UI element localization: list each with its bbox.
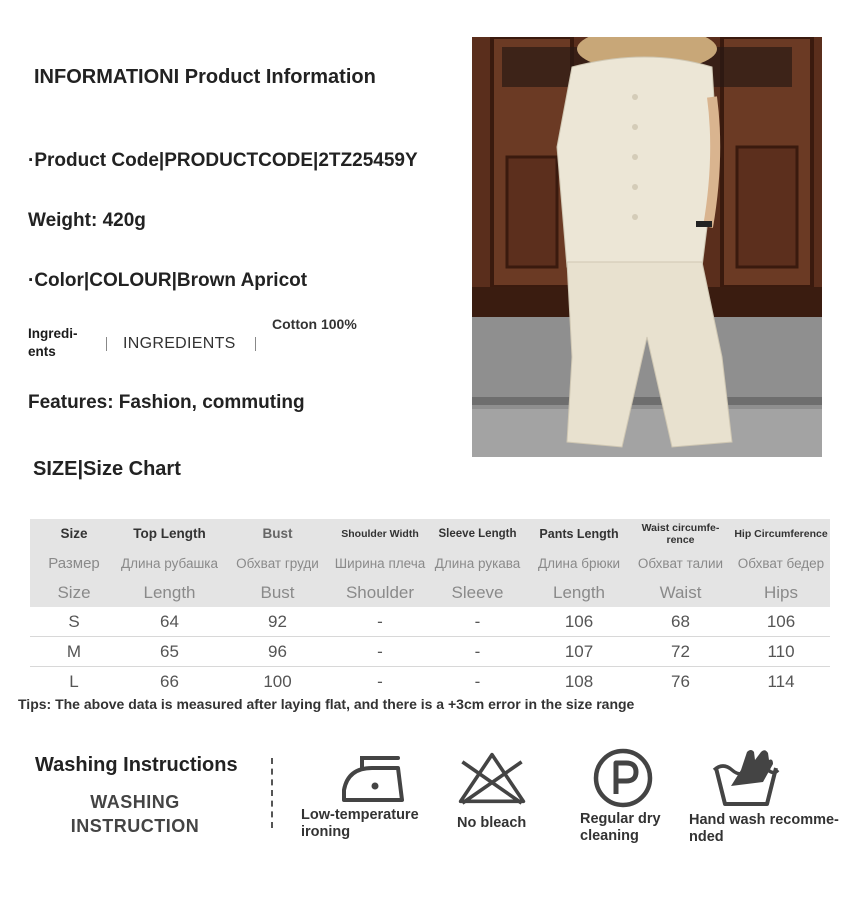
care-label-dry-clean: Regular dry cleaning [580,811,661,844]
table-row [30,667,830,697]
table-cell: - [426,607,529,637]
size-tips: Tips: The above data is measured after laying flat, and there is a +3cm error in the size range [18,696,635,712]
header-cell: Ширина плеча [334,548,426,578]
table-cell: 100 [263,671,292,691]
table-cell: 96 [221,637,334,667]
header-cell: Hips [732,578,830,607]
header-cell: Длина брюки [529,548,629,578]
table-cell: 68 [629,607,732,637]
care-label-no-bleach: No bleach [457,815,527,831]
care-label-hand-wash: Hand wash recomme- nded [689,812,839,845]
divider [271,758,273,828]
ingredients-label: Ingredi- ents [28,326,78,359]
table-header-row-english [30,519,830,548]
table-cell: - [377,671,383,691]
header-cell: Shoulder [334,578,426,607]
table-cell: - [334,637,426,667]
header-cell: Bust [221,519,334,548]
product-color: ·Color|COLOUR|Brown Apricot [28,270,308,291]
table-header-row-words [30,578,830,607]
header-cell: Обхват талии [629,548,732,578]
table-cell: 64 [118,607,221,637]
product-info-title: INFORMATIONI Product Information [34,66,376,88]
table-row [30,607,830,637]
washing-subtitle: WASHING INSTRUCTION [70,792,200,836]
table-cell: 72 [629,637,732,667]
size-chart-table [30,519,830,696]
washing-title: Washing Instructions [35,754,238,776]
table-cell: 76 [671,671,690,691]
header-cell: Length [118,578,221,607]
hand-wash-icon [711,746,781,810]
separator [255,337,256,351]
ingredients-english: INGREDIENTS [123,335,236,352]
table-cell: M [30,637,118,667]
table-cell: L [69,671,79,691]
table-row [30,637,830,667]
header-cell: Shoulder Width [334,519,426,548]
header-cell: Размер [30,548,118,578]
product-code: ·Product Code|PRODUCTCODE|2TZ25459Y [28,150,418,171]
dry-clean-icon [588,746,658,810]
header-cell: Длина рукава [426,548,529,578]
header-cell: Pants Length [529,519,629,548]
table-header-row-russian [30,548,830,578]
table-cell: 110 [732,637,830,667]
iron-icon [338,746,408,810]
table-cell: - [334,607,426,637]
ingredients-value: Cotton 100% [272,316,357,332]
table-cell: - [474,671,481,691]
product-photo [472,37,822,457]
table-cell: 114 [767,671,795,691]
product-weight: Weight: 420g [28,210,146,231]
table-cell: S [30,607,118,637]
product-photo-illustration [472,37,822,457]
header-cell: Sleeve Length [426,519,529,548]
table-cell: 92 [221,607,334,637]
header-cell: Length [529,578,629,607]
table-cell: 108 [564,671,594,691]
header-cell: Обхват бедер [732,548,830,578]
header-cell: Size [30,519,118,548]
size-chart-title: SIZE|Size Chart [33,458,181,480]
header-cell: Size [30,578,118,607]
header-cell: Waist circumfe- rence [629,519,732,548]
table-cell: 106 [529,607,629,637]
header-cell: Waist [629,578,732,607]
table-cell: 65 [118,637,221,667]
header-cell: Bust [221,578,334,607]
header-cell: Обхват груди [221,548,334,578]
header-cell: Top Length [118,519,221,548]
header-cell: Длина рубашка [118,548,221,578]
header-cell: Sleeve [426,578,529,607]
table-cell: - [426,637,529,667]
header-cell: Hip Circumference [732,519,830,548]
no-bleach-icon [457,746,527,810]
separator [106,337,107,351]
product-features: Features: Fashion, commuting [28,392,305,413]
table-cell: 66 [160,671,179,691]
table-cell: 107 [529,637,629,667]
table-cell: 106 [732,607,830,637]
care-label-ironing: Low-temperature ironing [301,807,419,840]
